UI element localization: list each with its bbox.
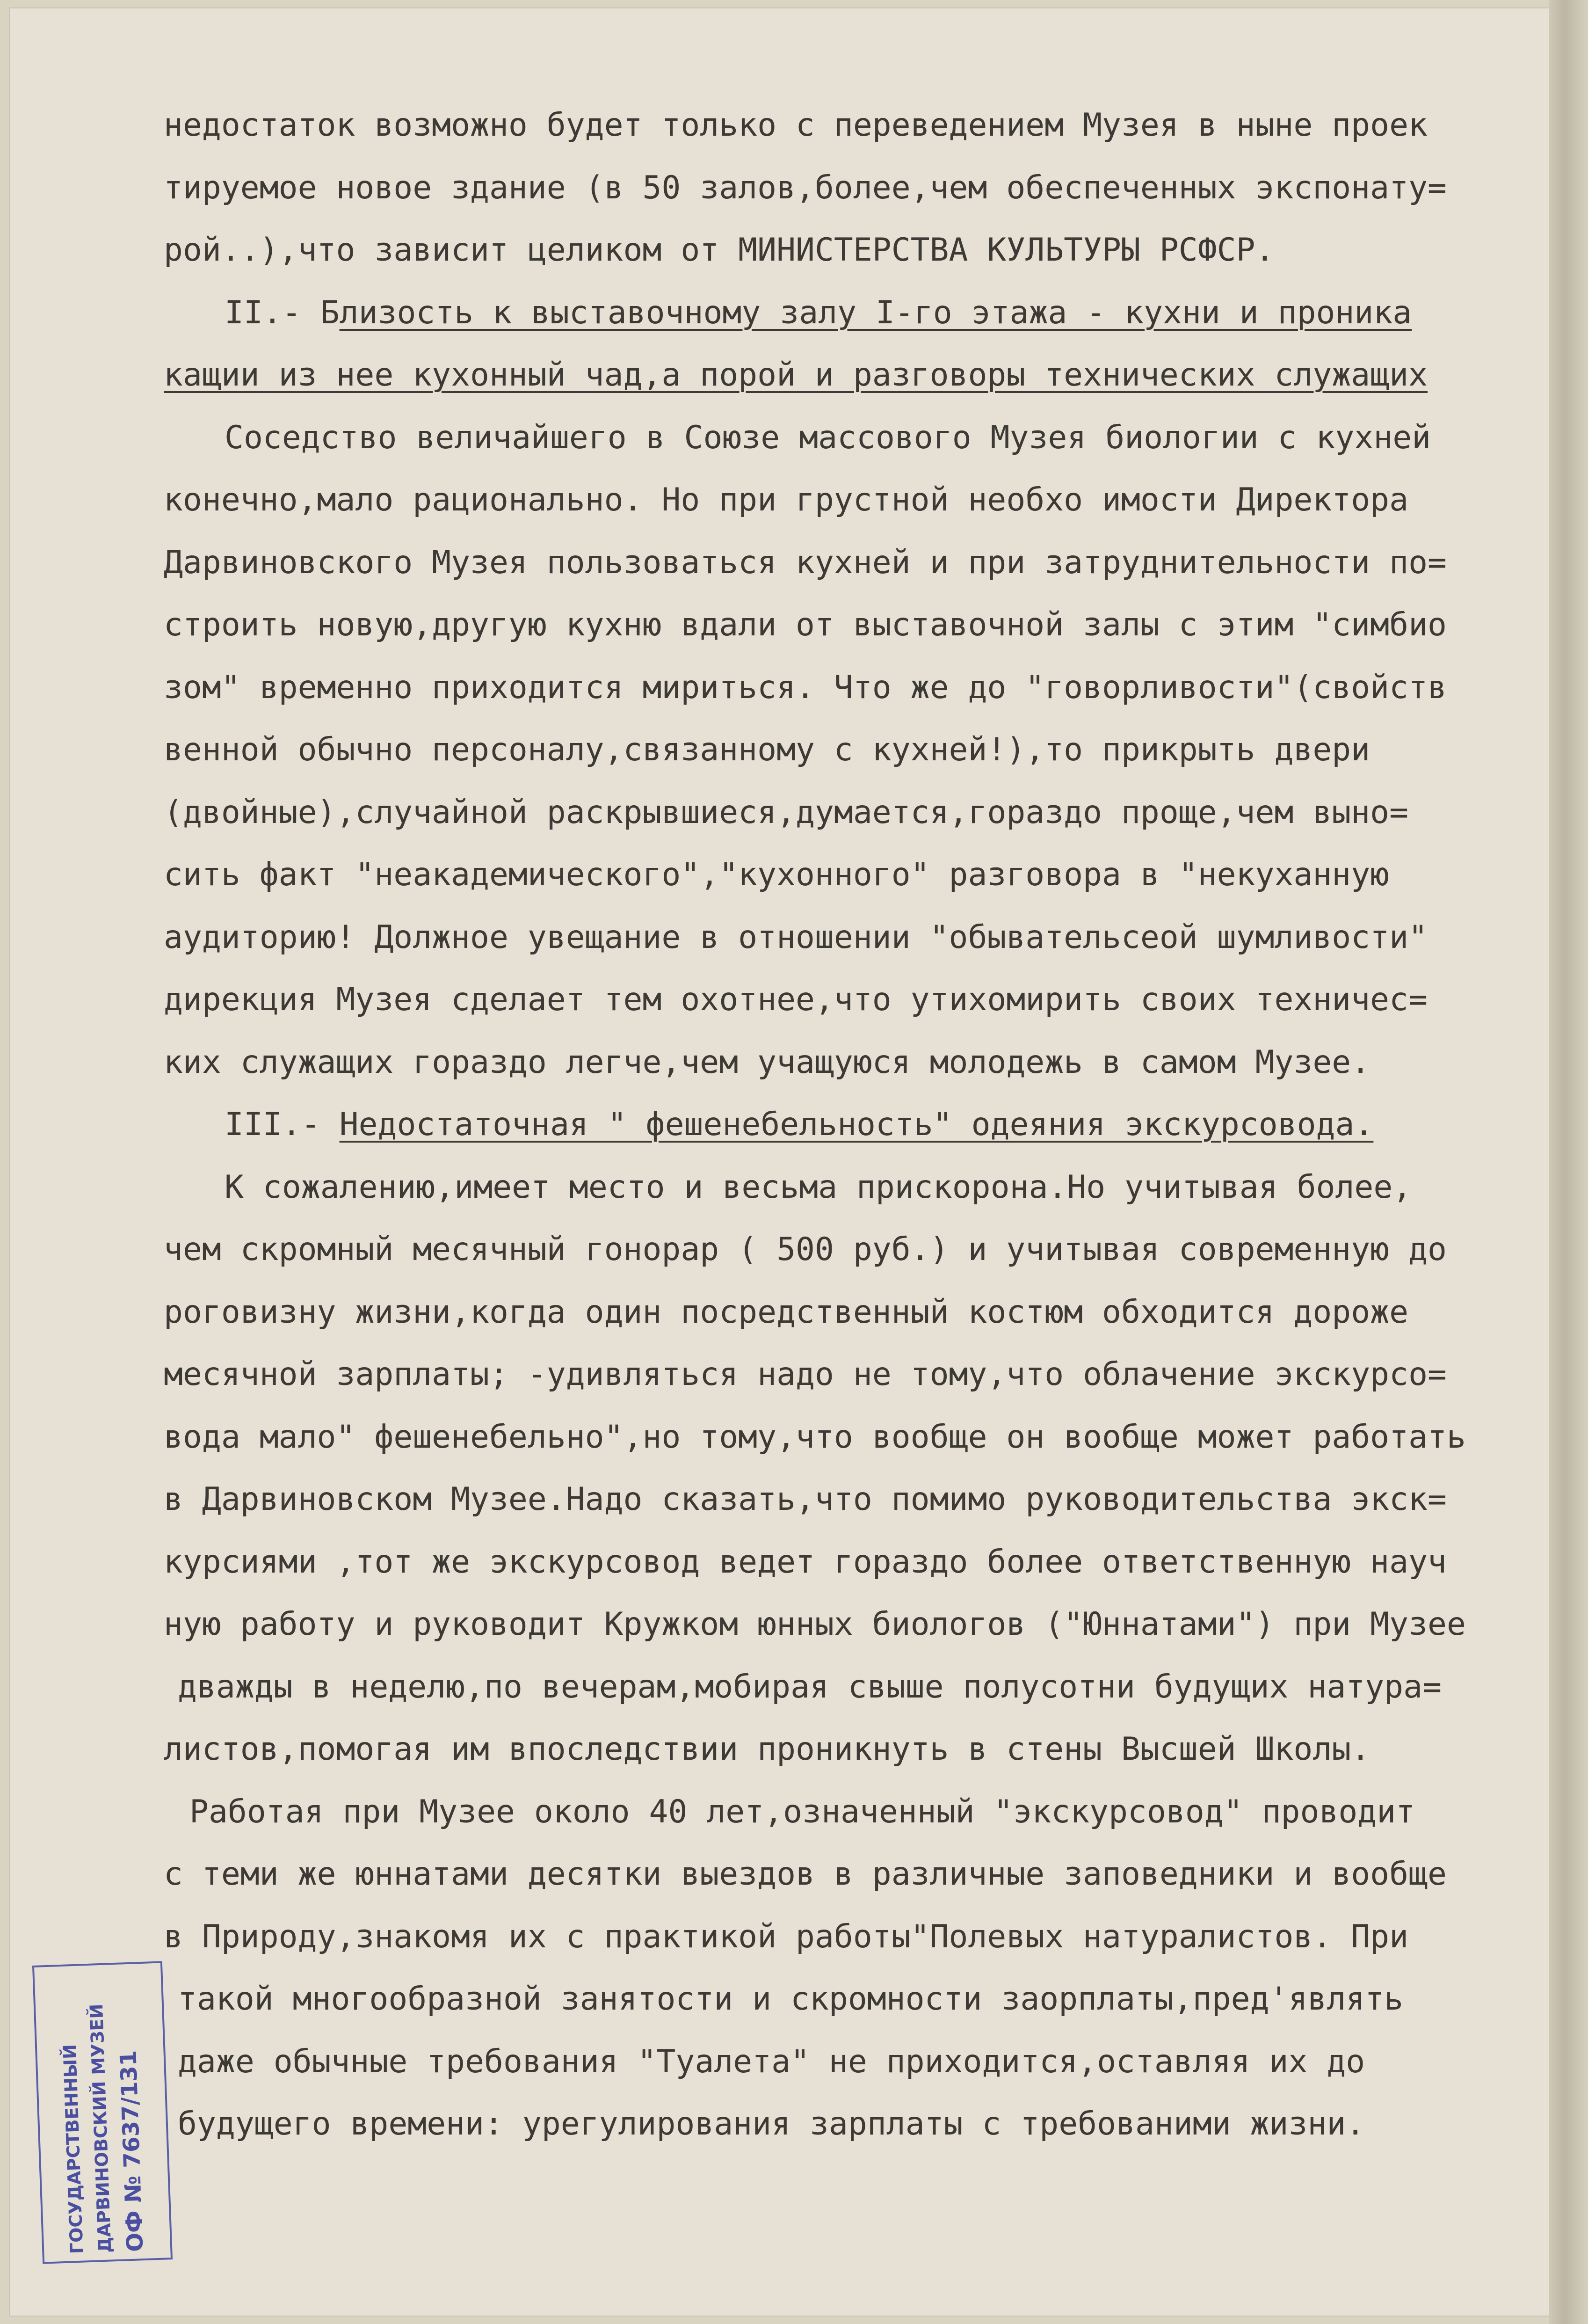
text-line: дирекция Музея сделает тем охотнее,что утихомирить своих техничес= xyxy=(164,981,1428,1018)
text-line: с теми же юннатами десятки выездов в различные заповедники и вообще xyxy=(164,1856,1447,1893)
text-line: чем скромный месячный гонорар ( 500 руб.) и учитывая современную до xyxy=(164,1231,1447,1268)
text-line: роговизну жизни,когда один посредственный костюм обходится дороже xyxy=(164,1293,1409,1331)
section-heading: III.- Недостаточная " фешенебельность" одеяния экскурсовода. xyxy=(225,1106,1374,1143)
text-line: в Дарвиновском Музее.Надо сказать,что помимо руководительства экск= xyxy=(164,1481,1447,1518)
section-heading: II.- Близость к выставочному залу I-го этажа - кухни и проника xyxy=(225,294,1412,331)
stamp-inventory-number: ОФ № 7637/131 xyxy=(115,2050,149,2252)
text-line: К сожалению,имеет место и весьма прискорона.Но учитывая более, xyxy=(225,1168,1412,1206)
text-line: сить факт "неакадемического","кухонного" разговора в "некуханную xyxy=(164,856,1390,893)
document-page xyxy=(9,7,1558,2317)
text-line: венной обычно персоналу,связанному с кухней!),то прикрыть двери xyxy=(164,731,1370,768)
typewritten-text xyxy=(164,94,1548,2156)
text-line: Дарвиновского Музея пользоваться кухней и при затруднительности по= xyxy=(164,544,1447,581)
text-line: ную работу и руководит Кружком юнных биологов ("Юннатами") при Музее xyxy=(164,1606,1466,1643)
museum-stamp xyxy=(32,1961,173,2264)
text-line: Соседство величайшего в Союзе массового Музея биологии с кухней xyxy=(225,419,1431,456)
text-line: тируемое новое здание (в 50 залов,более,чем обеспеченных экспонату= xyxy=(164,169,1447,206)
text-line: недостаток возможно будет только с переведением Музея в ныне проек xyxy=(164,107,1428,144)
text-line: аудиторию! Должное увещание в отношении "обывательсеой шумливости" xyxy=(164,918,1428,956)
text-line: будущего времени: урегулирования зарплаты с требованими жизни. xyxy=(178,2105,1365,2142)
text-line: зом" временно приходится мириться. Что же до "говорливости"(свойств xyxy=(164,669,1447,706)
text-line: даже обычные требования "Туалета" не приходится,оставляя их до xyxy=(178,2043,1365,2080)
stamp-text xyxy=(42,1970,164,2255)
text-line: Работая при Музее около 40 лет,означенный "экскурсовод" проводит xyxy=(189,1793,1415,1830)
text-line: дважды в неделю,по вечерам,мобирая свыше полусотни будущих натура= xyxy=(178,1668,1442,1705)
text-line: курсиями ,тот же экскурсовод ведет гораздо более ответственную науч xyxy=(164,1543,1447,1581)
stamp-line-1: ГОСУДАРСТВЕННЫЙ xyxy=(59,2044,87,2254)
text-line: такой многообразной занятости и скромности заорплаты,пред'являть xyxy=(178,1981,1404,2018)
stamp-line-2: ДАРВИНОВСКИЙ МУЗЕЙ xyxy=(86,2003,116,2253)
text-line: строить новую,другую кухню вдали от выставочной залы с этим "симбио xyxy=(164,606,1447,643)
text-line: листов,помогая им впоследствии проникнуть в стены Высшей Школы. xyxy=(164,1731,1370,1768)
text-line: рой..),что зависит целиком от МИНИСТЕРСТВА КУЛЬТУРЫ РСФСР. xyxy=(164,232,1275,269)
text-line: (двойные),случайной раскрывшиеся,думается,гораздо проще,чем выно= xyxy=(164,794,1409,831)
section-heading-continued: кащии из нее кухонный чад,а порой и разговоры технических служащих xyxy=(164,357,1428,393)
text-line: в Природу,знакомя их с практикой работы"Полевых натуралистов. При xyxy=(164,1918,1409,1955)
page-fold-edge xyxy=(1549,0,1588,2324)
text-line: ких служащих гораздо легче,чем учащуюся молодежь в самом Музее. xyxy=(164,1043,1370,1081)
text-line: вода мало" фешенебельно",но тому,что вообще он вообще может работать xyxy=(164,1418,1466,1456)
text-line: месячной зарплаты; -удивляться надо не тому,что облачение экскурсо= xyxy=(164,1356,1447,1393)
text-line: конечно,мало рационально. Но при грустной необхо имости Директора xyxy=(164,481,1409,518)
